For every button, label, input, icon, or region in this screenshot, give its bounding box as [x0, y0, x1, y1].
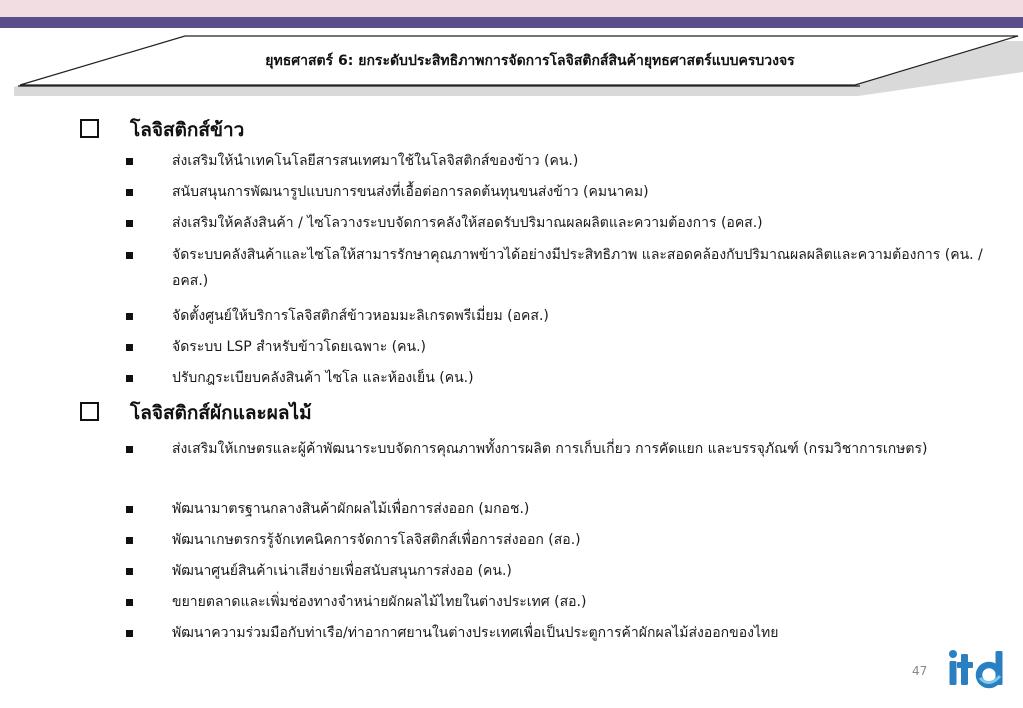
- square-bullet-icon: [126, 599, 133, 606]
- square-bullet-icon: [126, 630, 133, 637]
- checkbox-icon: [80, 402, 99, 421]
- square-bullet-icon: [126, 313, 133, 320]
- square-bullet-icon: [126, 189, 133, 196]
- list-item: ขยายตลาดและเพิ่มช่องทางจำหน่ายผักผลไม้ไทยในต่างประเทศ (สอ.): [172, 589, 1002, 615]
- square-bullet-icon: [126, 344, 133, 351]
- list-item: จัดระบบ LSP สำหรับข้าวโดยเฉพาะ (คน.): [172, 334, 1002, 360]
- list-item: พัฒนาเกษตรกรรู้จักเทคนิคการจัดการโลจิสติกส์เพื่อการส่งออก (สอ.): [172, 527, 1002, 553]
- list-item: ปรับกฎระเบียบคลังสินค้า ไซโล และห้องเย็น (คน.): [172, 365, 1002, 391]
- list-item: พัฒนามาตรฐานกลางสินค้าผักผลไม้เพื่อการส่งออก (มกอช.): [172, 496, 1002, 522]
- list-item: ส่งเสริมให้เกษตรและผู้ค้าพัฒนาระบบจัดการคุณภาพทั้งการผลิต การเก็บเกี่ยว การคัดแยก และบรรจุภัณฑ์ (กรมวิชาการเกษตร): [172, 436, 1002, 462]
- itd-logo: [944, 648, 1016, 690]
- list-item: สนับสนุนการพัฒนารูปแบบการขนส่งที่เอื้อต่อการลดต้นทุนขนส่งข้าว (คมนาคม): [172, 179, 1002, 205]
- square-bullet-icon: [126, 220, 133, 227]
- page-number: 47: [912, 664, 928, 678]
- list-item: จัดระบบคลังสินค้าและไซโลให้สามารรักษาคุณภาพข้าวได้อย่างมีประสิทธิภาพ และสอดคล้องกับปริมาณผลผลิตและความต้องการ (คน. / อคส.): [172, 242, 1002, 294]
- square-bullet-icon: [126, 506, 133, 513]
- checkbox-icon: [80, 119, 99, 138]
- list-item: จัดตั้งศูนย์ให้บริการโลจิสติกส์ข้าวหอมมะลิเกรดพรีเมี่ยม (อคส.): [172, 303, 1002, 329]
- square-bullet-icon: [126, 537, 133, 544]
- square-bullet-icon: [126, 446, 133, 453]
- header-purple-band: [0, 17, 1023, 28]
- list-item: พัฒนาศูนย์สินค้าเน่าเสียง่ายเพื่อสนับสนุนการส่งออ (คน.): [172, 558, 1002, 584]
- square-bullet-icon: [126, 568, 133, 575]
- square-bullet-icon: [126, 252, 133, 259]
- slide-title: ยุทธศาสตร์ 6: ยกระดับประสิทธิภาพการจัดการโลจิสติกส์สินค้ายุทธศาสตร์แบบครบวงจร: [265, 53, 795, 69]
- section-label: โลจิสติกส์ผักและผลไม้: [130, 402, 312, 424]
- square-bullet-icon: [126, 375, 133, 382]
- square-bullet-icon: [126, 158, 133, 165]
- header-pink-band: [0, 0, 1023, 17]
- section-label: โลจิสติกส์ข้าว: [130, 119, 245, 141]
- list-item: พัฒนาความร่วมมือกับท่าเรือ/ท่าอากาศยานในต่างประเทศเพื่อเป็นประตูการค้าผักผลไม้ส่งออกของไทย: [172, 620, 1002, 646]
- list-item: ส่งเสริมให้นำเทคโนโลยีสารสนเทศมาใช้ในโลจิสติกส์ของข้าว (คน.): [172, 148, 1002, 174]
- list-item: ส่งเสริมให้คลังสินค้า / ไซโลวางระบบจัดการคลังให้สอดรับปริมาณผลผลิตและความต้องการ (อคส.): [172, 210, 1002, 236]
